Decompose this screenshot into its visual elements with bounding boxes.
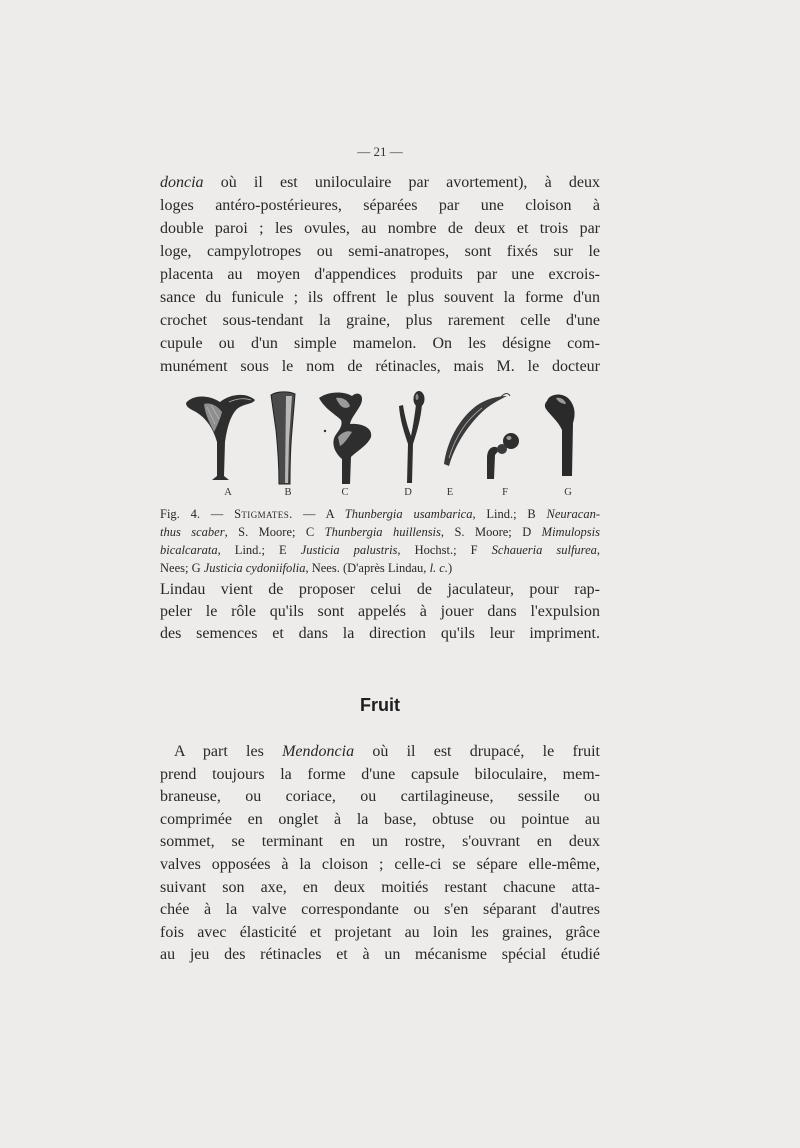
text-line: au jeu des rétinacles et à un mécanisme spécial étudié [160, 946, 600, 964]
italic-genus: doncia [160, 174, 204, 191]
caption-text: , S. Moore; D [440, 525, 542, 539]
figure-label-e: E [446, 487, 454, 498]
caption-text: , S. Moore; C [224, 525, 325, 539]
caption-title: Stigmates [234, 507, 290, 521]
stigma-f-drawing [487, 433, 519, 479]
stigma-e-drawing [444, 394, 510, 466]
caption-line [160, 541, 600, 559]
section-heading: Fruit [360, 695, 400, 715]
caption-text: Fig. 4. — [160, 507, 235, 521]
stigma-d-drawing [399, 391, 425, 483]
stigmates-figure [180, 386, 590, 488]
page-number: — 21 — [357, 144, 403, 159]
text-line: chée à la valve correspondante ou s'en séparant d'autres [160, 901, 600, 919]
caption-text: . — A [289, 507, 345, 521]
caption-species: Thunbergia huillensis [324, 525, 441, 539]
text-line: cupule ou d'un simple mamelon. On les désigne com- [160, 335, 600, 352]
text-line: sommet, se terminant en un rostre, s'ouvrant en deux [160, 833, 600, 851]
paragraph-jaculateur [160, 579, 600, 645]
figure-label-d: D [404, 487, 412, 498]
figure-label-c: C [341, 487, 349, 498]
caption-species: Mimulopsis [541, 525, 600, 539]
text-line: placenta au moyen d'appendices produits par une excrois- [160, 266, 600, 283]
line-text: A part les [174, 743, 283, 760]
text-line: munément sous le nom de rétinacles, mais M. le docteur [160, 358, 600, 375]
text-line: des semences et dans la direction qu'ils leur impriment. [160, 625, 600, 642]
figure-label-a: A [224, 487, 232, 498]
caption-species: Justicia cydoniifolia [203, 561, 306, 575]
caption-line [160, 505, 600, 523]
text-line: double paroi ; les ovules, au nombre de deux et trois par [160, 220, 600, 237]
figure-label-f: F [502, 487, 508, 498]
text-line [160, 171, 600, 194]
caption-text: ) [447, 561, 453, 575]
text-line: prend toujours la forme d'une capsule biloculaire, mem- [160, 765, 600, 783]
caption-species: bicalcarata [160, 543, 218, 557]
text-line: valves opposées à la cloison ; celle-ci se sépare elle-même, [160, 855, 600, 873]
paragraph-fruit [160, 741, 600, 967]
text-line: loge, campylotropes ou semi-anatropes, sont fixés sur le [160, 243, 600, 260]
line-text: où il est drupacé, le fruit [354, 743, 600, 760]
text-line: braneuse, ou coriace, ou cartilagineuse, sessile ou [160, 788, 600, 806]
figure-label-b: B [284, 487, 292, 498]
text-line: peler le rôle qu'ils sont appelés à jouer dans l'expulsion [160, 603, 600, 620]
figure-caption [160, 505, 600, 577]
text-line: loges antéro-postérieures, séparées par une cloison à [160, 197, 600, 214]
caption-text: , Lind.; E [217, 543, 301, 557]
stigma-g-drawing [545, 394, 575, 476]
caption-species: Thunbergia usambarica [344, 507, 473, 521]
text-line: comprimée en onglet à la base, obtuse ou pointue au [160, 810, 600, 828]
text-line: suivant son axe, en deux moitiés restant chacune atta- [160, 878, 600, 896]
caption-species: Neuracan- [546, 507, 600, 521]
caption-text: Nees; G [160, 561, 204, 575]
text-line: Lindau vient de proposer celui de jaculateur, pour rap- [160, 581, 600, 598]
italic-genus: Mendoncia [282, 743, 355, 760]
caption-line [160, 559, 600, 577]
caption-text: , Lind.; B [472, 507, 547, 521]
caption-text: , [596, 543, 600, 557]
stigma-a-drawing [186, 395, 255, 480]
line-text: où il est uniloculaire par avortement), à deux [203, 174, 600, 191]
caption-line [160, 523, 600, 541]
text-line: fois avec élasticité et projetant au loin les graines, grâce [160, 923, 600, 941]
caption-reference: l. c. [429, 561, 448, 575]
text-line: sance du funicule ; ils offrent le plus souvent la forme d'un [160, 289, 600, 306]
caption-species: Schaueria sulfurea [491, 543, 597, 557]
stigma-c-drawing [319, 392, 371, 484]
figure-label-g: G [564, 487, 572, 498]
caption-species: thus scaber [160, 525, 225, 539]
text-line [160, 741, 600, 764]
text-line: crochet sous-tendant la graine, plus rarement celle d'une [160, 312, 600, 329]
caption-text: , Hochst.; F [397, 543, 492, 557]
caption-text: , Nees. (D'après Lindau, [305, 561, 430, 575]
paragraph-ovules [160, 171, 600, 378]
stigma-b-drawing [271, 392, 295, 484]
caption-species: Justicia palustris [300, 543, 398, 557]
